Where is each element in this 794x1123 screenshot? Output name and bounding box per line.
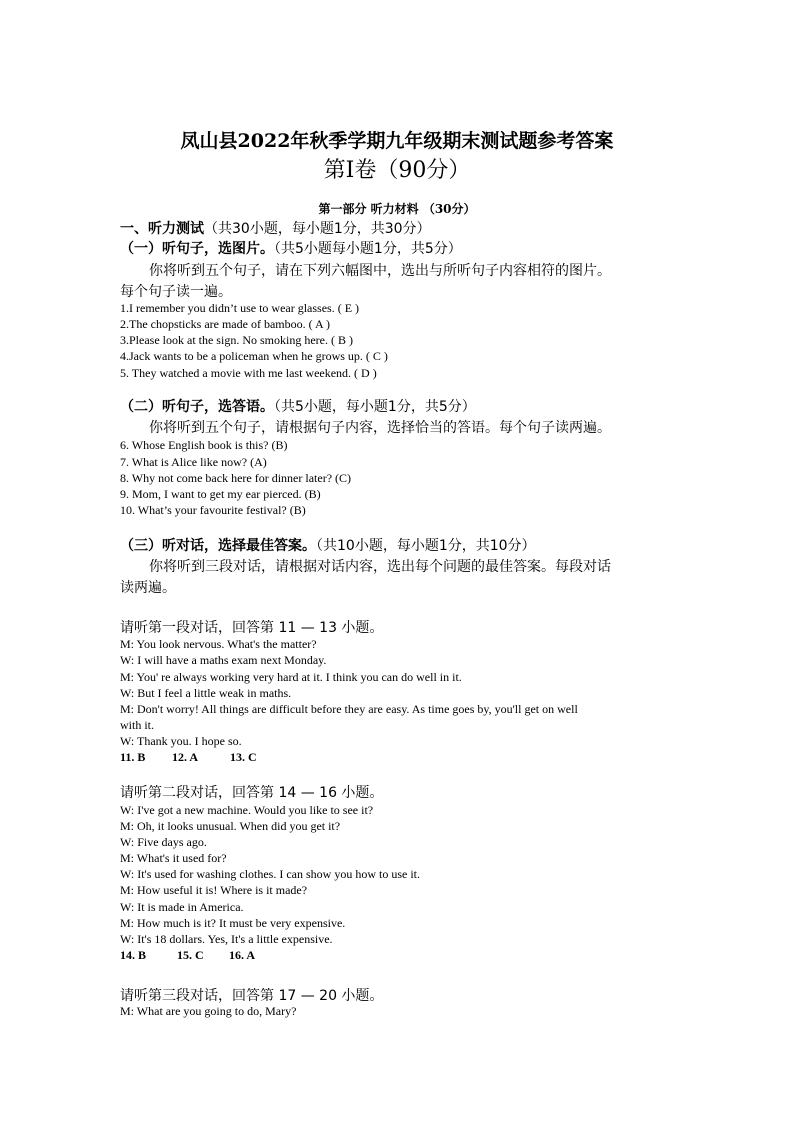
list-item: 9. Mom, I want to get my ear pierced. (B)	[120, 487, 321, 501]
list-item: 1.I remember you didn’t use to wear glasses. ( E )	[120, 301, 360, 315]
answer: 13. C	[230, 750, 257, 764]
sub2-instruction: 你将听到五个句子，请根据句子内容，选择恰当的答语。每个句子读两遍。	[149, 420, 611, 436]
dialog-line: M: Oh, it looks unusual. When did you get it?	[120, 819, 341, 833]
sub1-heading	[120, 238, 462, 258]
dialog-line: W: It's 18 dollars. Yes, It's a little expensive.	[120, 932, 333, 946]
sub2-heading-rest: （共5小题，每小题1分，共5分）	[274, 399, 476, 415]
list-item: 5. They watched a movie with me last weekend. ( D )	[120, 366, 377, 380]
sub3-heading-bold: （三）听对话，选择最佳答案。	[120, 538, 316, 554]
list-item: 7. What is Alice like now? (A)	[120, 455, 267, 469]
answer: 14. B	[120, 948, 147, 962]
document-title: 凤山县2022年秋季学期九年级期末测试题参考答案	[180, 130, 614, 152]
sub3-heading-rest: （共10小题，每小题1分，共10分）	[316, 538, 536, 554]
dialog-line: W: It's used for washing clothes. I can show you how to use it.	[120, 867, 420, 881]
sub1-instruction-line2: 每个句子读一遍。	[120, 284, 232, 300]
dialog-line: M: You look nervous. What's the matter?	[120, 637, 317, 651]
dialog-line: M: Don't worry! All things are difficult before they are easy. As time goes by, you'll get on well	[120, 702, 578, 716]
dialog-line: W: I will have a maths exam next Monday.	[120, 653, 327, 667]
sub3-instruction-line2: 读两遍。	[120, 580, 176, 596]
list-item: 10. What’s your favourite festival? (B)	[120, 503, 306, 517]
dialog-line: M: You' re always working very hard at it. I think you can do well in it.	[120, 670, 462, 684]
sub1-heading-rest: （共5小题每小题1分，共5分）	[274, 241, 462, 257]
list-item: 6. Whose English book is this? (B)	[120, 438, 288, 452]
sub3-heading	[120, 535, 536, 555]
dialog2-heading: 请听第二段对话，回答第 14 — 16 小题。	[120, 785, 384, 801]
dialog-line: W: But I feel a little weak in maths.	[120, 686, 292, 700]
sub1-heading-bold: （一）听句子，选图片。	[120, 241, 274, 257]
dialog1-answers	[120, 750, 257, 765]
sub2-heading	[120, 396, 476, 416]
dialog3-heading: 请听第三段对话，回答第 17 — 20 小题。	[120, 988, 384, 1004]
section1-heading	[120, 218, 431, 238]
dialog-line: M: What are you going to do, Mary?	[120, 1004, 297, 1018]
sub1-instruction-line1: 你将听到五个句子，请在下列六幅图中，选出与所听句子内容相符的图片。	[149, 263, 611, 279]
dialog-line: W: Thank you. I hope so.	[120, 734, 242, 748]
answer: 12. A	[172, 750, 199, 764]
list-item: 8. Why not come back here for dinner later? (C)	[120, 471, 352, 485]
section1-heading-bold: 一、听力测试	[120, 221, 204, 237]
list-item: 4.Jack wants to be a policeman when he grows up. ( C )	[120, 349, 388, 363]
section1-heading-rest: （共30小题，每小题1分，共30分）	[204, 221, 431, 237]
dialog-line: W: It is made in America.	[120, 900, 244, 914]
sub2-heading-bold: （二）听句子，选答语。	[120, 399, 274, 415]
dialog2-answers	[120, 948, 255, 963]
answer: 15. C	[177, 948, 204, 962]
answer: 16. A	[229, 948, 256, 962]
list-item: 2.The chopsticks are made of bamboo. ( A )	[120, 317, 330, 331]
dialog1-heading: 请听第一段对话，回答第 11 — 13 小题。	[120, 620, 384, 636]
dialog-line: M: How useful it is! Where is it made?	[120, 883, 308, 897]
dialog-line: with it.	[120, 718, 155, 732]
answer: 11. B	[120, 750, 146, 764]
dialog-line: W: Five days ago.	[120, 835, 207, 849]
part-heading: 第一部分 听力材料 （30分）	[318, 202, 476, 216]
dialog-line: W: I've got a new machine. Would you like to see it?	[120, 803, 374, 817]
list-item: 3.Please look at the sign. No smoking here. ( B )	[120, 333, 353, 347]
dialog-line: M: What's it used for?	[120, 851, 227, 865]
sub3-instruction-line1: 你将听到三段对话，请根据对话内容，选出每个问题的最佳答案。每段对话	[149, 559, 611, 575]
document-subtitle: 第Ⅰ卷（90分）	[323, 158, 471, 183]
dialog-line: M: How much is it? It must be very expensive.	[120, 916, 346, 930]
